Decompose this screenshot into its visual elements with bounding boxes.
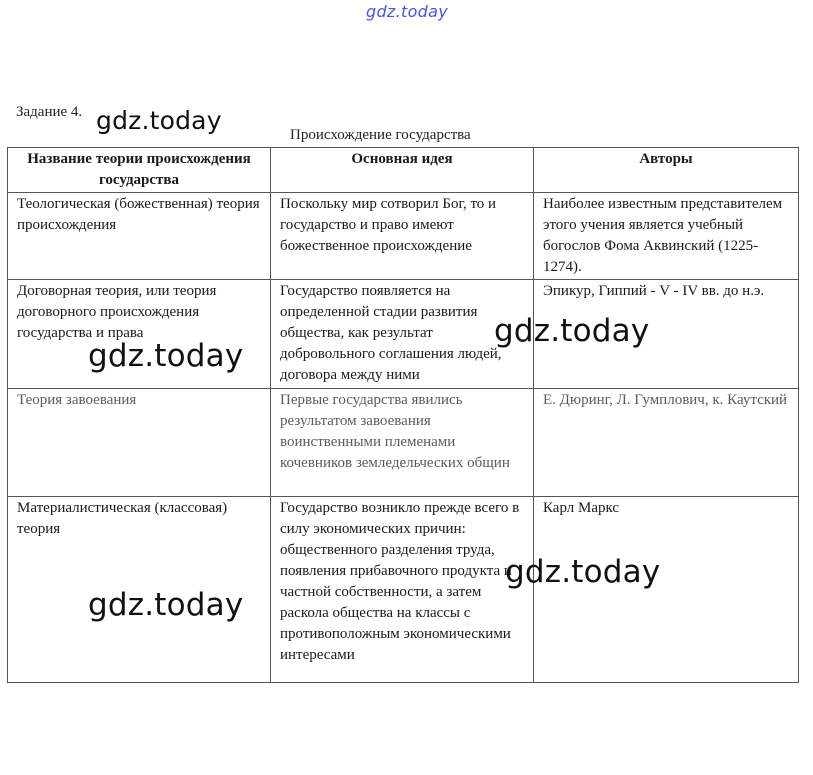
table-header-row bbox=[8, 148, 799, 193]
cell-theory-name: Теологическая (божественная) теория происхождения bbox=[8, 193, 271, 280]
header-authors: Авторы bbox=[534, 148, 799, 193]
cell-authors: Эпикур, Гиппий - V - IV вв. до н.э. bbox=[534, 280, 799, 389]
cell-authors: Наиболее известным представителем этого учения является учебный богослов Фома Аквинский (1225- 1274). bbox=[534, 193, 799, 280]
cell-theory-name: Договорная теория, или теория договорного происхождения государства и права bbox=[8, 280, 271, 389]
cell-theory-name: Теория завоевания bbox=[8, 389, 271, 497]
header-theory-name: Название теории происхождения государства bbox=[8, 148, 271, 193]
table-caption: Происхождение государства bbox=[290, 127, 471, 143]
watermark-overlay: gdz.today bbox=[88, 587, 244, 623]
table-row bbox=[8, 389, 799, 497]
watermark-overlay: gdz.today bbox=[505, 554, 661, 590]
top-watermark: gdz.today bbox=[366, 2, 448, 21]
table-row bbox=[8, 193, 799, 280]
cell-authors: Карл Маркс bbox=[534, 497, 799, 683]
watermark-overlay: gdz.today bbox=[494, 313, 650, 349]
cell-main-idea: Государство появляется на определенной стадии развития общества, как результат добровольного соглашения людей, договора между ними bbox=[271, 280, 534, 389]
task-label: Задание 4. bbox=[16, 104, 83, 120]
cell-theory-name: Материалистическая (классовая) теория bbox=[8, 497, 271, 683]
watermark-overlay: gdz.today bbox=[88, 338, 244, 374]
watermark-task: gdz.today bbox=[96, 106, 222, 135]
cell-main-idea: Первые государства явились результатом завоевания воинственными племенами кочевников земледельческих общин bbox=[271, 389, 534, 497]
header-main-idea: Основная идея bbox=[271, 148, 534, 193]
cell-main-idea: Поскольку мир сотворил Бог, то и государство и право имеют божественное происхождение bbox=[271, 193, 534, 280]
cell-main-idea: Государство возникло прежде всего в силу экономических причин: общественного разделения труда, появления прибавочного продукта и частной собственности, а затем раскола общества на классы с противоположным экономическими интересами bbox=[271, 497, 534, 683]
cell-authors: Е. Дюринг, Л. Гумплович, к. Каутский bbox=[534, 389, 799, 497]
